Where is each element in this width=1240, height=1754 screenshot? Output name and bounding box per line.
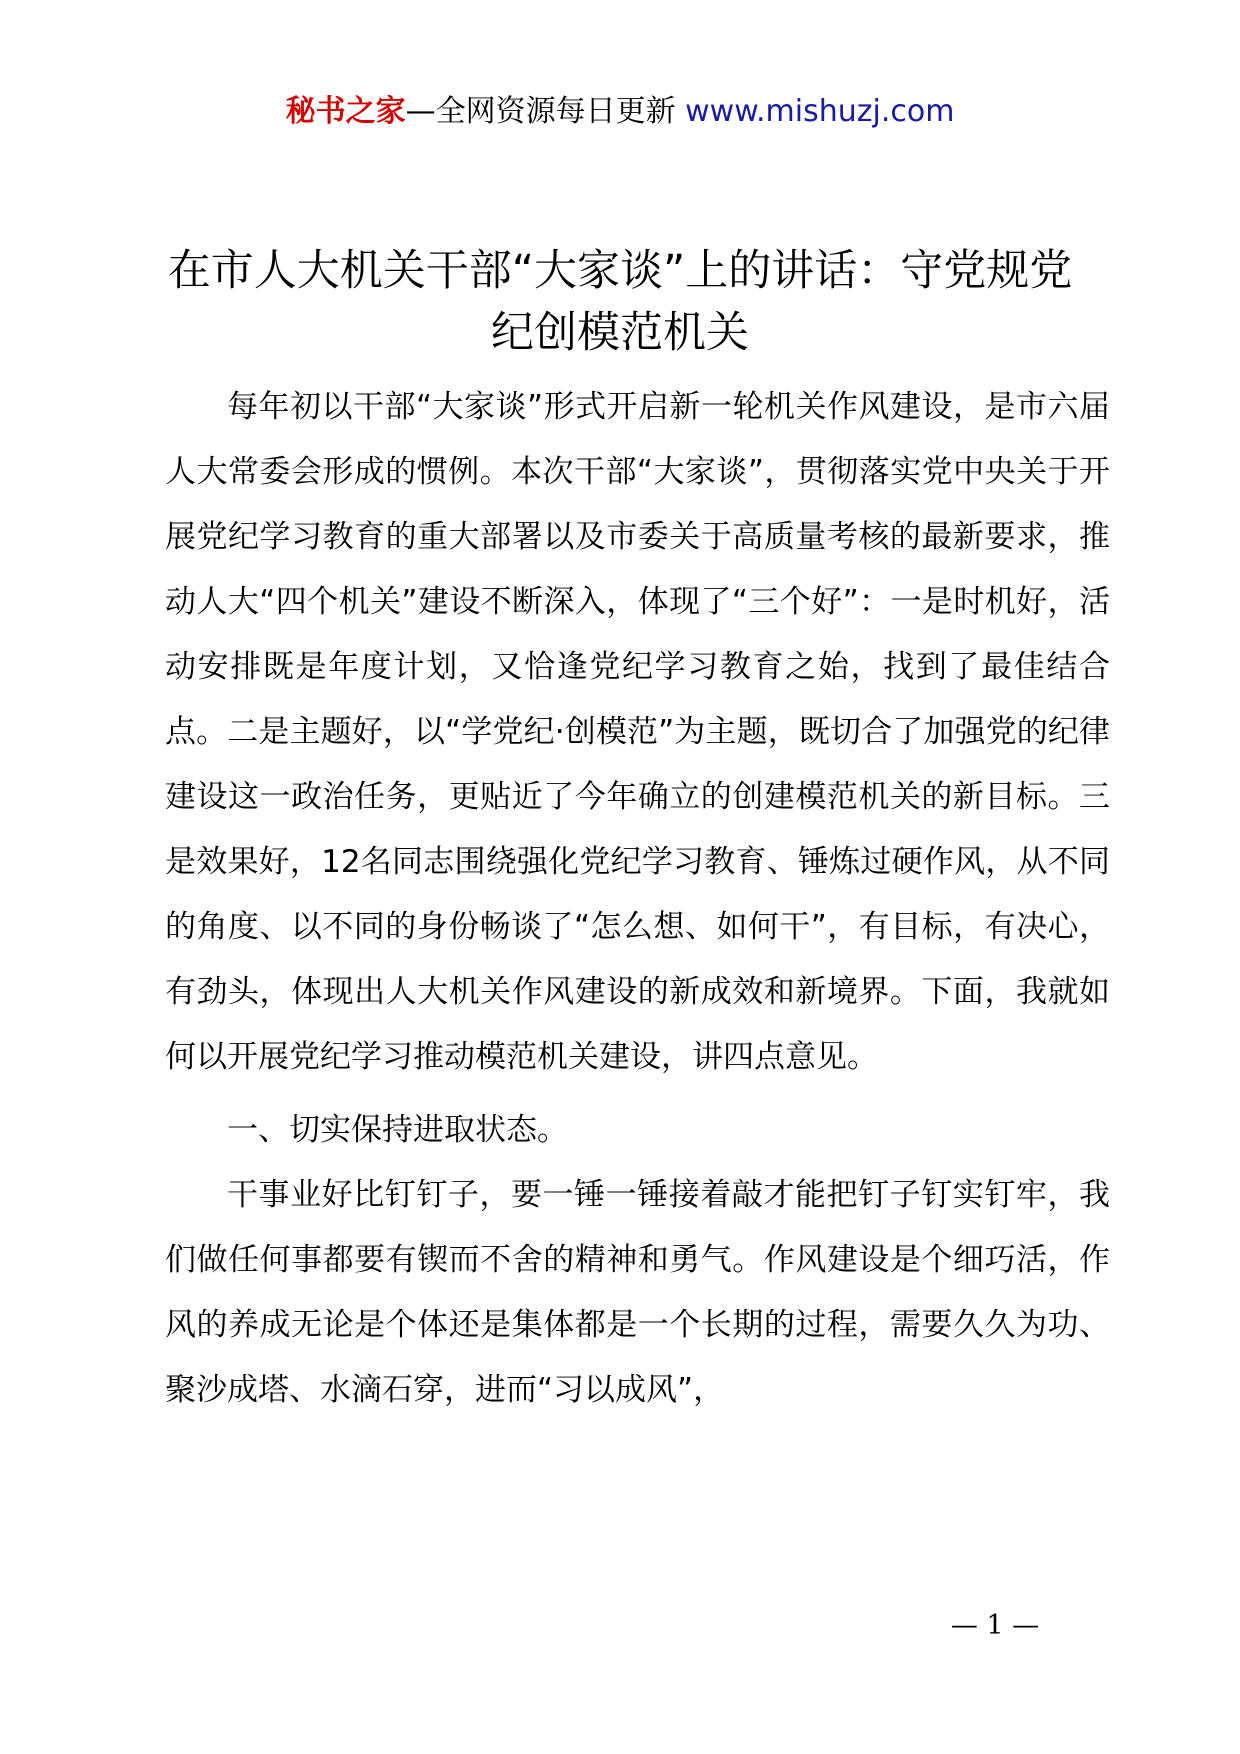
section-1-paragraph: 干事业好比钉钉子，要一锤一锤接着敲才能把钉子钉实钉牢，我们做任何事都要有锲而不舍的精神和勇气。作风建设是个细巧活，作风的养成无论是个体还是集体都是一个长期的过程，需要久久为功、聚沙成塔、水滴石穿，进而“习以成风”， [165, 1177, 1110, 1408]
site-header [0, 92, 1240, 132]
document-body [165, 375, 1110, 1423]
document-title: 在市人大机关干部“大家谈”上的讲话：守党规党纪创模范机关 [167, 246, 1073, 358]
site-tagline: —全网资源每日更新 [405, 94, 676, 129]
section-heading-1: 一、切实保持进取状态。 [227, 1112, 568, 1148]
intro-paragraph: 每年初以干部“大家谈”形式开启新一轮机关作风建设，是市六届人大常委会形成的惯例。本次干部“大家谈”，贯彻落实党中央关于开展党纪学习教育的重大部署以及市委关于高质量考核的最新要求，推动人大“四个机关”建设不断深入，体现了“三个好”：一是时机好，活动安排既是年度计划，又恰逢党纪学习教育之始，找到了最佳结合点。二是主题好，以“学党纪·创模范”为主题，既切合了加强党的纪律建设这一政治任务，更贴近了今年确立的创建模范机关的新目标。三是效果好，12名同志围绕强化党纪学习教育、锤炼过硬作风，从不同的角度、以不同的身份畅谈了“怎么想、如何干”，有目标，有决心，有劲头，体现出人大机关作风建设的新成效和新境界。下面，我就如何以开展党纪学习推动模范机关建设，讲四点意见。 [165, 389, 1110, 1075]
page-number: — 1 — [950, 1610, 1040, 1641]
site-url-link[interactable]: www.mishuzj.com [685, 94, 955, 129]
site-brand: 秘书之家 [285, 94, 406, 129]
